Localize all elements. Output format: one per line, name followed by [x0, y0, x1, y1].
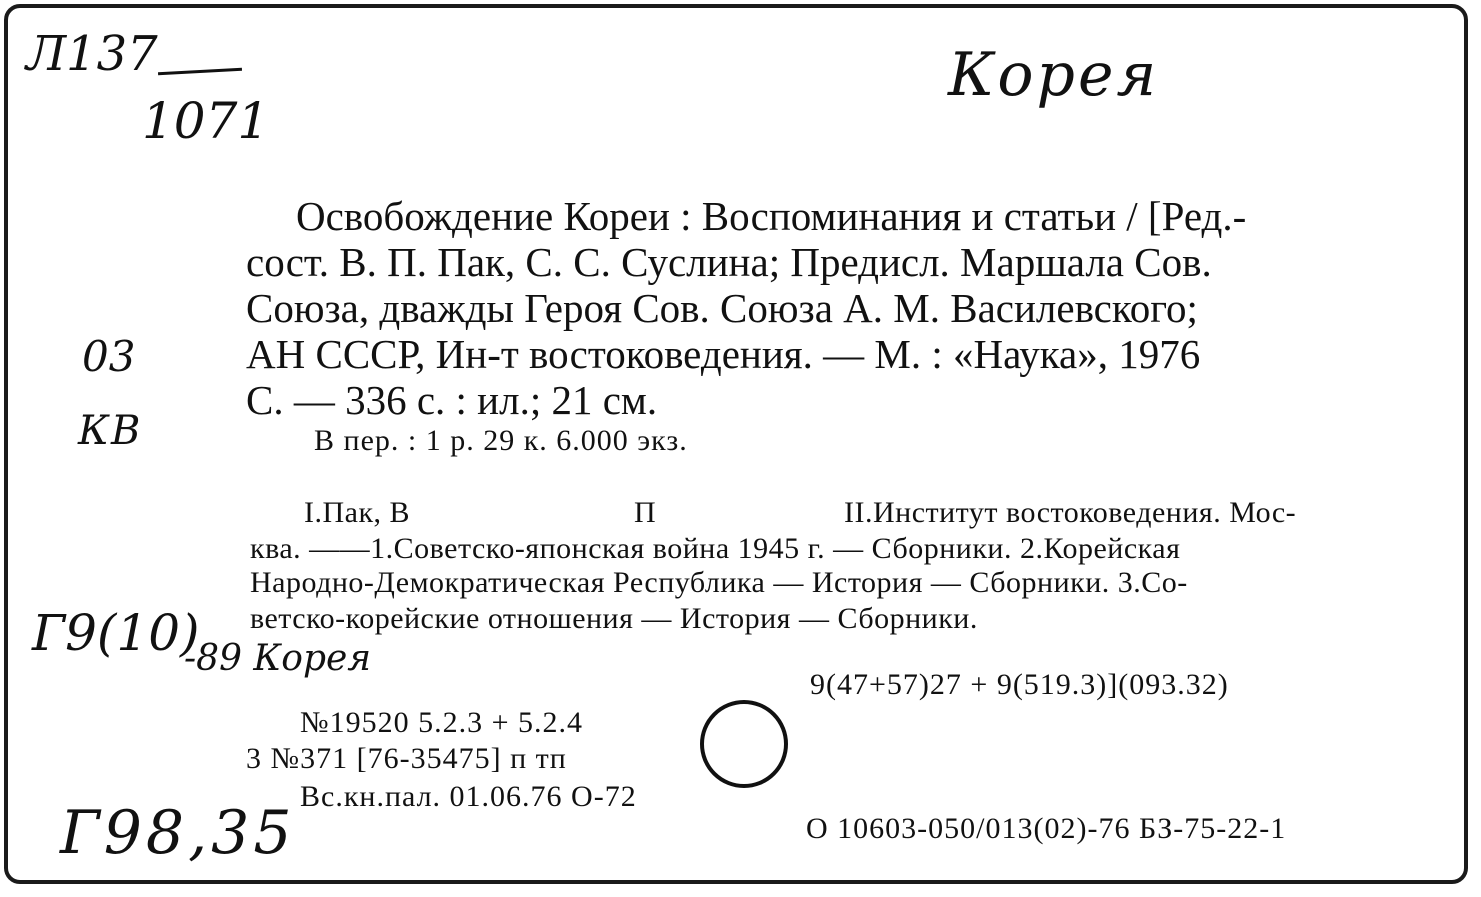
description-line-3: Союза, дважды Героя Сов. Союза А. М. Василевского;	[246, 285, 1198, 331]
description-line-2: сост. В. П. Пак, С. С. Суслина; Предисл. Маршала Сов.	[246, 239, 1212, 285]
udk-code: 9(47+57)27 + 9(519.3)](093.32)	[810, 668, 1229, 701]
shelf-mark-top: Л137	[26, 26, 158, 82]
price-line: В пер. : 1 р. 29 к. 6.000 экз.	[314, 424, 688, 457]
record-number: №19520 5.2.3 + 5.2.4	[300, 706, 584, 739]
publisher-code-line: О 10603-050/013(02)-76 БЗ-75-22-1	[806, 812, 1287, 845]
tracing-author-initial: П	[634, 496, 657, 529]
classification-hand-a: Г9(10)	[32, 604, 200, 662]
tracing-line-2: ква. ——1.Советско-японская война 1945 г. — Сборники. 2.Корейская	[250, 532, 1181, 565]
description-line-4: АН СССР, Ин-т востоковедения. — М. : «Наука», 1976	[246, 331, 1201, 377]
description-line-5: С. — 336 с. : ил.; 21 см.	[246, 377, 658, 423]
class-mark-2: КВ	[78, 408, 143, 454]
tracing-line-4: ветско-корейские отношения — История — Сборники.	[250, 602, 978, 635]
subject-heading: Корея	[948, 40, 1160, 110]
classification-hand-b: -89 Корея	[184, 638, 372, 679]
order-line: 3 №371 [76-35475] п тп	[246, 742, 567, 775]
tracing-institute: II.Институт востоковедения. Мос-	[844, 496, 1297, 529]
shelf-mark-bottom: 1071	[142, 92, 270, 150]
tracing-author: I.Пак, В	[304, 496, 411, 529]
description-line-1: Освобождение Кореи : Воспоминания и статьи / [Ред.-	[296, 193, 1247, 239]
class-mark-1: 03	[82, 332, 136, 381]
book-chamber-line: Вс.кн.пал. 01.06.76 О-72	[300, 780, 637, 813]
stamp-circle	[700, 700, 788, 788]
handwritten-number: Г98,35	[60, 798, 296, 868]
tracing-line-3: Народно-Демократическая Республика — История — Сборники. 3.Со-	[250, 566, 1188, 599]
